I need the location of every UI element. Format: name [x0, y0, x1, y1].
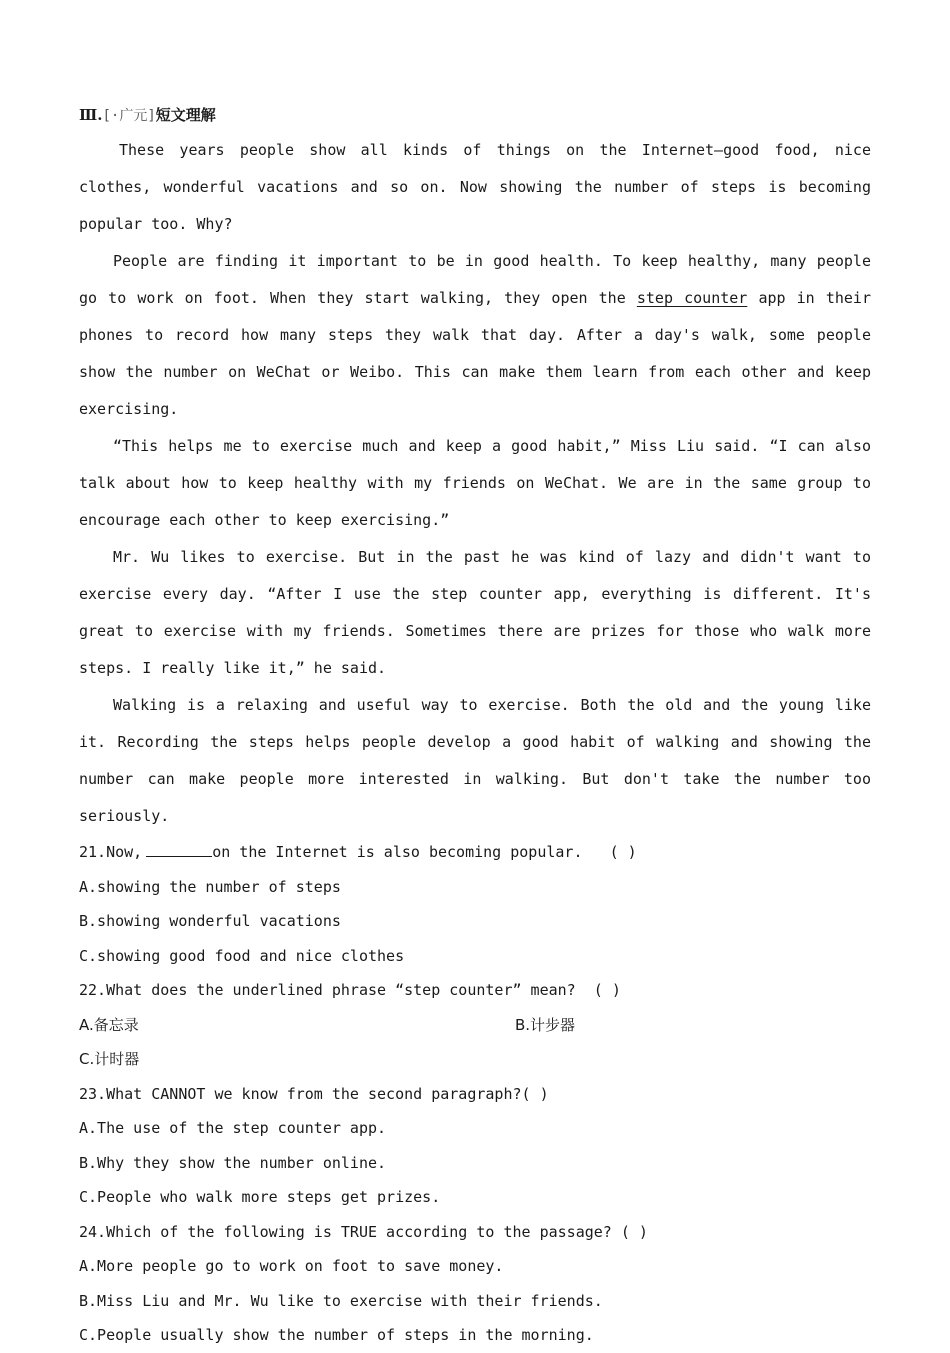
passage-paragraph-4: Mr. Wu likes to exercise. But in the past he was kind of lazy and didn't want to exercise every day. “After I use the step counter app, everything is different. It's great to exercise with my friends. Sometimes there are prizes for those who walk more steps. I really like it,” he said. [79, 548, 871, 677]
paragraph-2-text-b: app in their phones to record how many steps they walk that day. After a day's walk, some people show the number on WeChat or Weibo. This can make them learn from each other and keep exercising. [79, 289, 871, 418]
question-22-text: 22.What does the underlined phrase “step counter” mean? [79, 981, 576, 999]
option-b: B.Why they show the number online. [79, 1153, 387, 1172]
options-row [79, 1008, 871, 1043]
option-c: C.People who walk more steps get prizes. [79, 1188, 441, 1206]
answer-parentheses[interactable]: ( ) [593, 981, 621, 999]
document-page [79, 98, 871, 1353]
option-a: A.备忘录 [79, 1015, 139, 1034]
section-heading [79, 98, 871, 132]
option-c: C.计时器 [79, 1050, 140, 1068]
passage-paragraph-1: These years people show all kinds of things on the Internet—good food, nice clothes, wonderful vacations and so on. Now showing the number of steps is becoming popular too. Why? [79, 141, 871, 233]
question-22 [79, 973, 871, 1077]
option-a: A.showing the number of steps [79, 877, 341, 896]
question-23 [79, 1077, 871, 1215]
passage-paragraph-2 [79, 243, 871, 428]
section-source: [·广元] [102, 108, 156, 124]
underlined-phrase: step counter [636, 289, 748, 307]
question-24 [79, 1215, 871, 1353]
passage-paragraph-3: “This helps me to exercise much and keep a good habit,” Miss Liu said. “I can also talk about how to keep healthy with my friends on WeChat. We are in the same group to encourage each other to keep exercising.” [79, 437, 871, 529]
question-24-stem: 24.Which of the following is TRUE according to the passage? ( ) [79, 1222, 648, 1241]
answer-parentheses[interactable]: ( ) [609, 843, 637, 861]
question-21-prefix: 21.Now, [79, 843, 143, 861]
section-number: Ⅲ. [79, 106, 103, 124]
question-21 [79, 835, 871, 973]
passage-paragraph-5: Walking is a relaxing and useful way to exercise. Both the old and the young like it. Recording the steps helps people develop a good habit of walking and showing the number can make people more interested in walking. But don't take the number too seriously. [79, 696, 871, 825]
option-b: B.Miss Liu and Mr. Wu like to exercise with their friends. [79, 1291, 603, 1310]
question-23-stem: 23.What CANNOT we know from the second paragraph?( ) [79, 1084, 549, 1103]
answer-blank[interactable] [146, 841, 212, 857]
question-21-suffix: on the Internet is also becoming popular. [212, 843, 583, 861]
option-a: A.The use of the step counter app. [79, 1119, 387, 1137]
option-c: C.People usually show the number of steps in the morning. [79, 1326, 594, 1344]
option-b: B.计步器 [515, 1015, 576, 1034]
option-b: B.showing wonderful vacations [79, 912, 341, 930]
option-c: C.showing good food and nice clothes [79, 946, 405, 965]
question-22-stem [79, 973, 871, 1008]
question-21-stem [79, 835, 871, 870]
paragraph-2-text-a: People are finding it important to be in good health. To keep healthy, many people go to work on foot. When they start walking, they open the [79, 252, 871, 307]
option-a: A.More people go to work on foot to save money. [79, 1257, 504, 1275]
section-title: 短文理解 [155, 106, 216, 124]
